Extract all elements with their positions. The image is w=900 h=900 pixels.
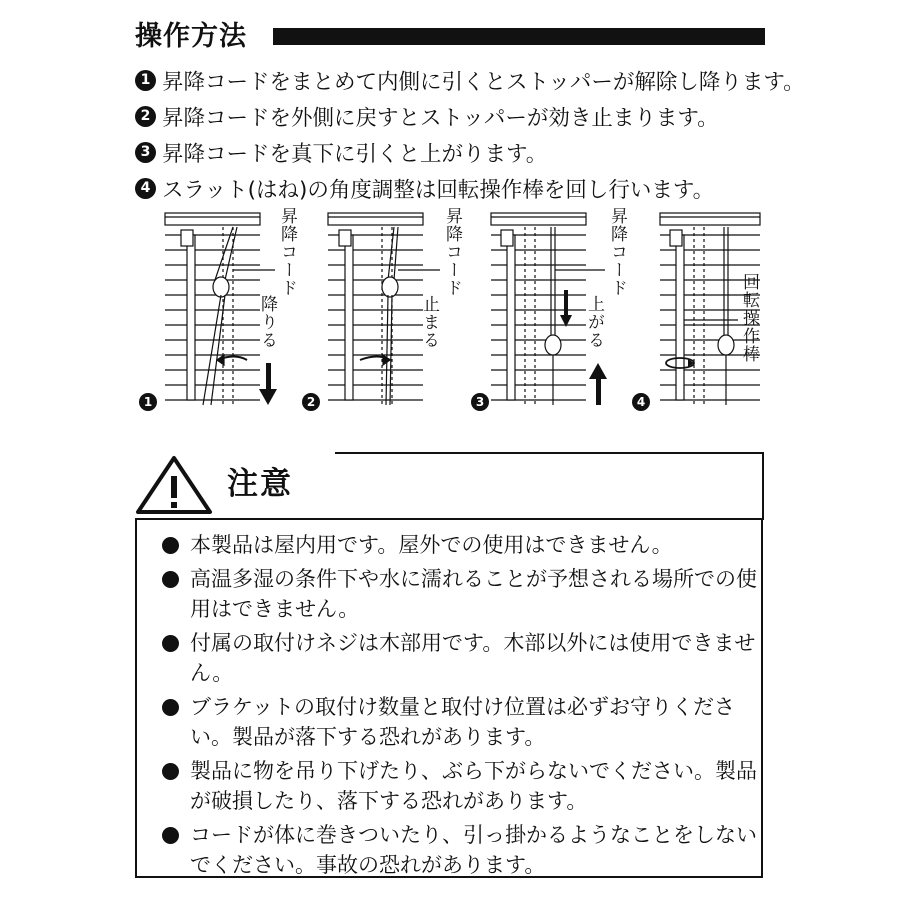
caution-notes — [160, 530, 760, 884]
note-text: コードが体に巻きついたり、引っ掛かるようなことをしないでください。事故の恐れがあります。 — [190, 823, 757, 877]
rod-label: 回転操作棒 — [739, 273, 759, 363]
bullet-icon — [162, 635, 179, 652]
caution-note — [160, 530, 760, 560]
bullet-icon — [162, 763, 179, 780]
diagram-number: 4 — [632, 393, 650, 411]
caution-title: 注意 — [227, 466, 293, 502]
caution-note — [160, 692, 760, 752]
note-text: 本製品は屋内用です。屋外での使用はできません。 — [190, 533, 673, 557]
diagram-panel-3 — [455, 195, 627, 420]
action-label: 止まる — [419, 295, 439, 349]
blind-illustration — [455, 195, 605, 420]
caution-note — [160, 628, 760, 688]
step-number: 3 — [135, 142, 156, 163]
cord-label: 昇降コード — [442, 207, 462, 297]
step-text: 昇降コードをまとめて内側に引くとストッパーが解除し降ります。 — [162, 69, 805, 95]
step-text: 昇降コードを真下に引くと上がります。 — [162, 141, 548, 167]
step-item — [135, 98, 775, 134]
step-number: 1 — [135, 70, 156, 91]
diagram-panel-1 — [125, 195, 297, 420]
bullet-icon — [162, 827, 179, 844]
bullet-icon — [162, 699, 179, 716]
diagram-number: 3 — [471, 393, 489, 411]
note-text: 高温多湿の条件下や水に濡れることが予想される場所での使用はできません。 — [190, 567, 757, 621]
section-header — [135, 20, 765, 54]
caution-note — [160, 756, 760, 816]
diagram-strip — [125, 195, 775, 425]
diagram-number: 2 — [302, 393, 320, 411]
action-label: 上がる — [584, 295, 604, 349]
note-text: 付属の取付けネジは木部用です。木部以外には使用できません。 — [190, 631, 756, 685]
blind-illustration — [125, 195, 275, 420]
note-text: ブラケットの取付け数量と取付け位置は必ずお守りください。製品が落下する恐れがあります。 — [190, 695, 735, 749]
note-text: 製品に物を吊り下げたり、ぶら下がらないでください。製品が破損したり、落下する恐れがあります。 — [190, 759, 757, 813]
diagram-panel-4 — [620, 195, 770, 420]
title-rule — [273, 28, 765, 45]
step-item — [135, 62, 805, 98]
diagram-number: 1 — [139, 393, 157, 411]
caution-note — [160, 820, 760, 880]
caution-box-frame — [135, 452, 765, 520]
step-text: スラット(はね)の角度調整は回転操作棒を回し行います。 — [162, 177, 715, 203]
arrow-up-icon — [589, 363, 607, 405]
cord-label: 昇降コード — [277, 207, 297, 297]
page-title: 操作方法 — [135, 21, 247, 52]
step-text: 昇降コードを外側に戻すとストッパーが効き止まります。 — [162, 105, 719, 131]
step-item — [135, 134, 775, 170]
steps-list — [135, 62, 805, 206]
step-number: 2 — [135, 106, 156, 127]
cord-label: 昇降コード — [607, 207, 627, 297]
step-number: 4 — [135, 178, 156, 199]
caution-note — [160, 564, 760, 624]
blind-illustration — [290, 195, 440, 420]
bullet-icon — [162, 571, 179, 588]
diagram-panel-2 — [290, 195, 462, 420]
bullet-icon — [162, 537, 179, 554]
arrow-down-icon — [259, 363, 277, 405]
action-label: 降りる — [257, 295, 277, 349]
